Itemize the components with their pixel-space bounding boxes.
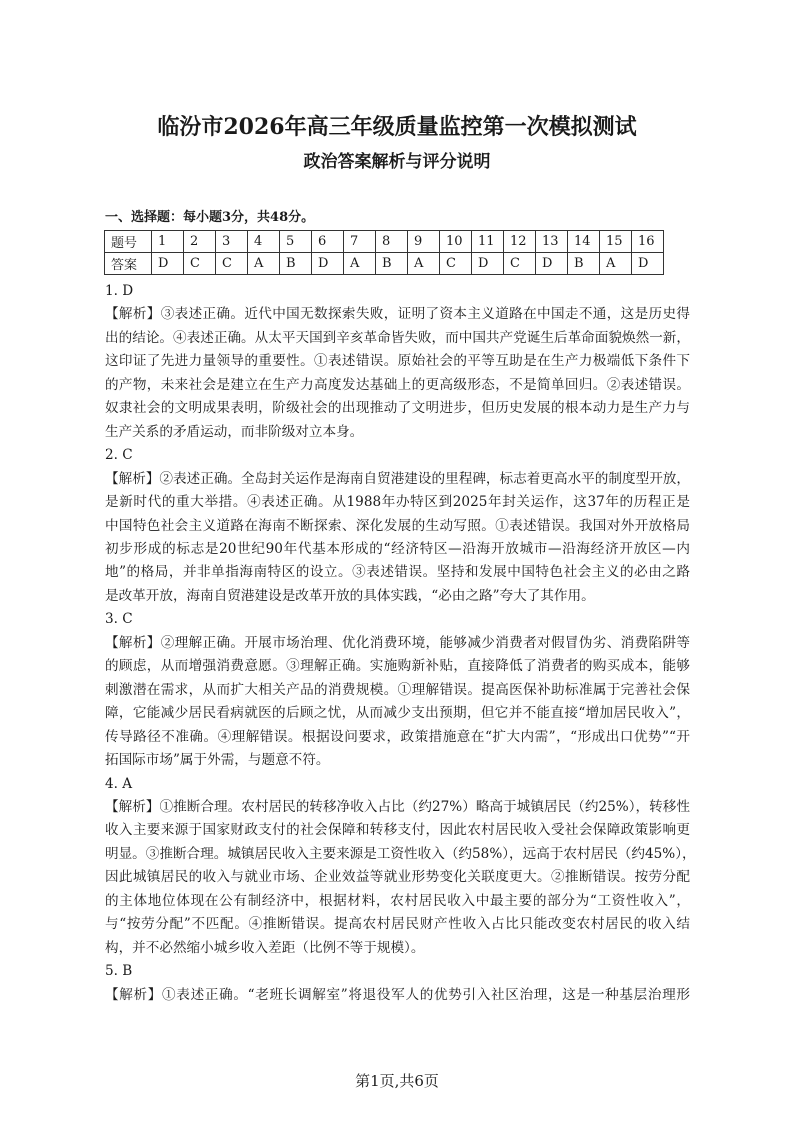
explanation-line: 奴隶社会的文明成果表明，阶级社会的出现推动了文明进步，但历史发展的根本动力是生产力与 — [105, 400, 690, 417]
question-number-cell: 12 — [504, 231, 536, 253]
answer-cell: D — [632, 253, 664, 275]
question-number-cell: 5 — [280, 231, 312, 253]
explanation-line: 的顾虑，从而增强消费意愿。③理解正确。实施购新补贴，直接降低了消费者的购买成本，能够 — [105, 658, 690, 675]
explanation-line: 出的结论。④表述正确。从太平天国到辛亥革命皆失败，而中国共产党诞生后革命面貌焕然一新， — [105, 329, 690, 346]
answer-cell: B — [376, 253, 408, 275]
answer-cell: D — [472, 253, 504, 275]
answer-cell: A — [408, 253, 440, 275]
question-number-cell: 16 — [632, 231, 664, 253]
explanation-line: 障，它能减少居民看病就医的后顾之忧，从而减少支出预期，但它并不能直接“增加居民收入”， — [105, 705, 690, 722]
explanation-line: 传导路径不准确。④理解错误。根据设问要求，政策措施意在“扩大内需”，“形成出口优势”“开 — [105, 728, 690, 745]
document-subtitle: 政治答案解析与评分说明 — [303, 152, 491, 172]
document-title: 临汾市2026年高三年级质量监控第一次模拟测试 — [157, 114, 637, 140]
page-number: 第1页,共6页 — [355, 1072, 439, 1090]
answer-cell: D — [536, 253, 568, 275]
answer-cell: B — [280, 253, 312, 275]
explanation-line: 【解析】③表述正确。近代中国无数探索失败，证明了资本主义道路在中国走不通，这是历史得 — [105, 306, 690, 323]
explanation-line: 地”的格局，并非单指海南特区的设立。③表述错误。坚持和发展中国特色社会主义的必由之路 — [105, 564, 690, 581]
explanation-line: 收入主要来源于国家财政支付的社会保障和转移支付，因此农村居民收入受社会保障政策影响更 — [105, 822, 690, 839]
answer-cell: A — [344, 253, 376, 275]
answer-cell: C — [504, 253, 536, 275]
explanation-line: 【解析】②理解正确。开展市场治理、优化消费环境，能够减少消费者对假冒伪劣、消费陷阱等 — [105, 634, 690, 651]
question-number-cell: 6 — [312, 231, 344, 253]
question-number-cell: 15 — [600, 231, 632, 253]
table-row-numbers — [105, 231, 664, 253]
question-number-cell: 14 — [568, 231, 600, 253]
answer-cell: A — [600, 253, 632, 275]
answer-cell: C — [440, 253, 472, 275]
section-heading: 一、选择题：每小题3分，共48分。 — [105, 210, 315, 225]
explanation-line: 拓国际市场”属于外需，与题意不符。 — [105, 752, 330, 769]
explanation-line: 中国特色社会主义道路在海南不断探索、深化发展的生动写照。①表述错误。我国对外开放格局 — [105, 517, 690, 534]
question-number-cell: 7 — [344, 231, 376, 253]
answer-cell: B — [568, 253, 600, 275]
answer-cell: D — [152, 253, 184, 275]
explanation-line: 初步形成的标志是20世纪90年代基本形成的“经济特区—沿海开放城市—沿海经济开放区—内 — [105, 540, 690, 557]
question-answer-label: 4. A — [105, 775, 133, 792]
question-number-cell: 13 — [536, 231, 568, 253]
answer-cell: C — [216, 253, 248, 275]
answer-cell: A — [248, 253, 280, 275]
table-row-label: 答案 — [105, 253, 152, 275]
question-answer-label: 1. D — [105, 283, 134, 299]
explanation-line: 【解析】①推断合理。农村居民的转移净收入占比（约27%）略高于城镇居民（约25%），转移性 — [105, 798, 690, 815]
question-number-cell: 1 — [152, 231, 184, 253]
table-row-answers — [105, 253, 664, 275]
question-number-cell: 8 — [376, 231, 408, 253]
question-number-cell: 2 — [184, 231, 216, 253]
explanation-line: 是改革开放，海南自贸港建设是改革开放的具体实践，“必由之路”夸大了其作用。 — [105, 587, 595, 604]
table-row-label: 题号 — [105, 231, 152, 253]
explanation-line: 这印证了先进力量领导的重要性。①表述错误。原始社会的平等互助是在生产力极端低下条件下 — [105, 353, 690, 370]
question-number-cell: 3 — [216, 231, 248, 253]
explanation-line: 明显。③推断合理。城镇居民收入主要来源是工资性收入（约58%），远高于农村居民（约45%）， — [105, 845, 696, 862]
explanation-line: 【解析】②表述正确。全岛封关运作是海南自贸港建设的里程碑，标志着更高水平的制度型开放， — [105, 470, 690, 487]
explanation-line: 是新时代的重大举措。④表述正确。从1988年办特区到2025年封关运作，这37年的历程正是 — [105, 494, 690, 511]
question-number-cell: 9 — [408, 231, 440, 253]
explanation-line: 生产关系的矛盾运动，而非阶级对立本身。 — [105, 423, 364, 440]
explanation-line: 与“按劳分配”不匹配。④推断错误。提高农村居民财产性收入占比只能改变农村居民的收入结 — [105, 916, 690, 933]
answer-table — [104, 230, 664, 275]
explanation-line: 的主体地位体现在公有制经济中，根据材料，农村居民收入中最主要的部分为“工资性收入”， — [105, 892, 690, 909]
question-answer-label: 2. C — [105, 447, 133, 464]
answer-cell: C — [184, 253, 216, 275]
explanation-line: 因此城镇居民的收入与就业市场、企业效益等就业形势变化关联度更大。②推断错误。按劳分配 — [105, 869, 690, 886]
explanation-line: 刺激潜在需求，从而扩大相关产品的消费规模。①理解错误。提高医保补助标准属于完善社会保 — [105, 681, 690, 698]
question-answer-label: 5. B — [105, 963, 133, 980]
explanation-line: 的产物，未来社会是建立在生产力高度发达基础上的更高级形态，不是简单回归。②表述错误。 — [105, 376, 690, 393]
question-answer-label: 3. C — [105, 611, 133, 628]
answer-explanations — [105, 280, 696, 1007]
question-number-cell: 4 — [248, 231, 280, 253]
explanation-line: 【解析】①表述正确。“老班长调解室”将退役军人的优势引入社区治理，这是一种基层治理形 — [105, 986, 690, 1003]
answer-cell: D — [312, 253, 344, 275]
question-number-cell: 10 — [440, 231, 472, 253]
question-number-cell: 11 — [472, 231, 504, 253]
explanation-line: 构，并不必然缩小城乡收入差距（比例不等于规模）。 — [105, 939, 425, 956]
